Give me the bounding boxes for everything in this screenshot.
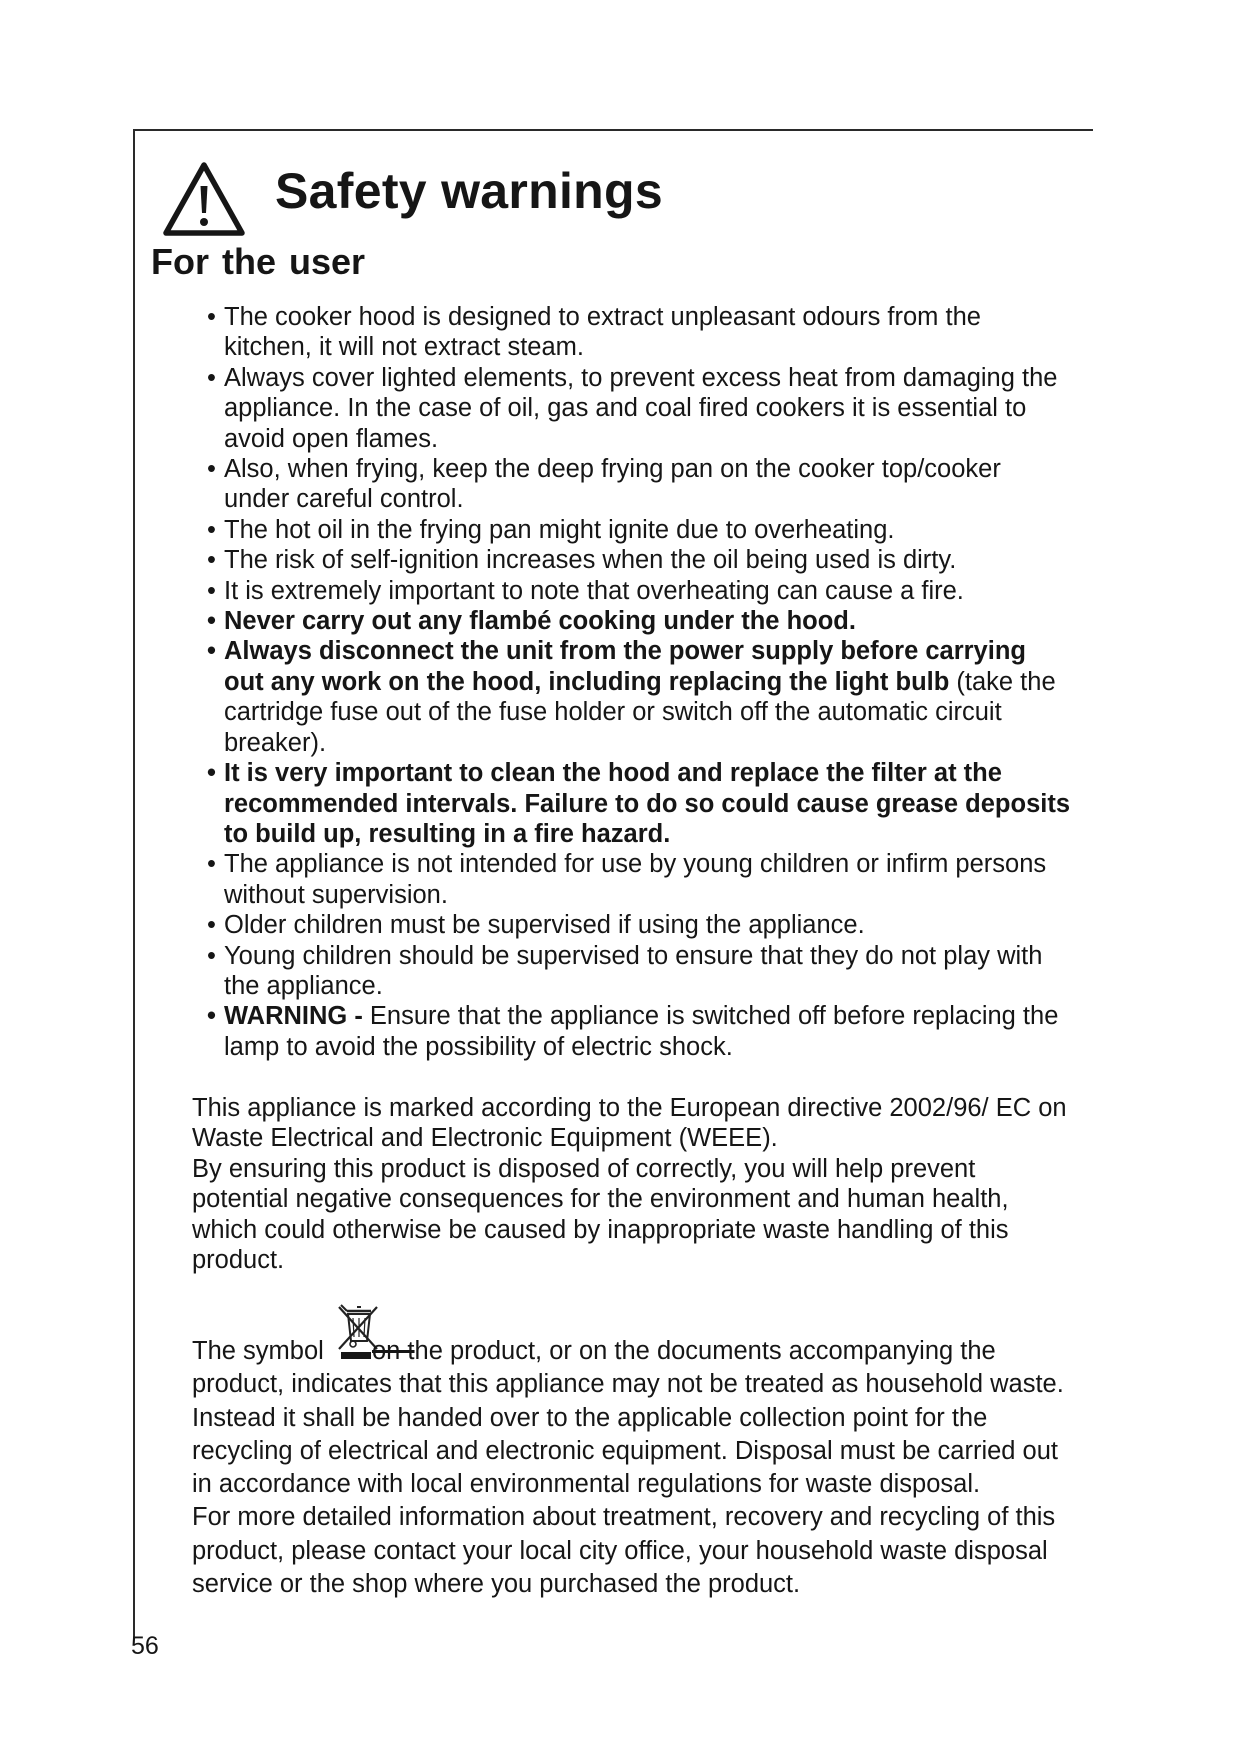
weee-more-info: For more detailed information about treatment, recovery and recycling of this product, please contact your local city office, your household waste disposal service or the shop where you purchased the product. [192,1503,1056,1599]
page-number: 56 [131,1632,159,1660]
list-item: • Never carry out any flambé cooking under the hood. [207,607,856,636]
weee-intro: This appliance is marked according to the European directive 2002/96/ EC on Waste Electrical and Electronic Equipment (WEEE). [192,1094,1067,1153]
list-item: • Always disconnect the unit from the power supply before carrying out any work on the hood, including replacing the light bulb (take the cartridge fuse out of the fuse holder or switch off the automatic circuit breaker). [207,637,1056,757]
list-item: • The risk of self-ignition increases when the oil being used is dirty. [207,546,957,575]
weee-symbol-text: The symbol on the product, or on the documents accompanying the product, indicates that this appliance may not be treated as household waste. Instead it shall be handed over to the applicable collection point for the recycling of electrical and electronic equipment. Disposal must be carried out in accordance with local environmental regulations for waste disposal. [192,1335,1072,1501]
top-rule [133,129,1093,131]
weee-symbol-paragraph [192,1335,1072,1601]
list-item: • The hot oil in the frying pan might ignite due to overheating. [207,515,895,544]
page-title: Safety warnings [275,163,663,219]
list-item: • Always cover lighted elements, to prevent excess heat from damaging the appliance. In the case of oil, gas and coal fired cookers it is essential to avoid open flames. [207,363,1058,453]
list-item: • It is extremely important to note that overheating can cause a fire. [207,576,964,605]
section-subtitle: For the user [151,241,366,282]
list-item: • Older children must be supervised if using the appliance. [207,911,865,940]
list-item: • It is very important to clean the hood and replace the filter at the recommended intervals. Failure to do so could cause grease deposits to build up, resulting in a fire hazard. [207,759,1071,848]
weee-body: By ensuring this product is disposed of correctly, you will help prevent potential negative consequences for the environment and human health, which could otherwise be caused by inappropriate waste handling of this product. [192,1154,1009,1275]
list-item: • The appliance is not intended for use by young children or infirm persons without supervision. [207,850,1047,909]
left-rule [133,129,135,1639]
weee-directive-paragraph [192,1093,1072,1275]
warning-triangle-icon [162,160,246,238]
list-item: • WARNING - Ensure that the appliance is switched off before replacing the lamp to avoid the possibility of electric shock. [207,1002,1059,1061]
safety-warning-list [192,302,1072,1062]
list-item: • Young children should be supervised to ensure that they do not play with the appliance. [207,941,1043,1000]
list-item: • Also, when frying, keep the deep frying pan on the cooker top/cooker under careful control. [207,455,1001,514]
list-item: • The cooker hood is designed to extract unpleasant odours from the kitchen, it will not extract steam. [207,303,981,362]
